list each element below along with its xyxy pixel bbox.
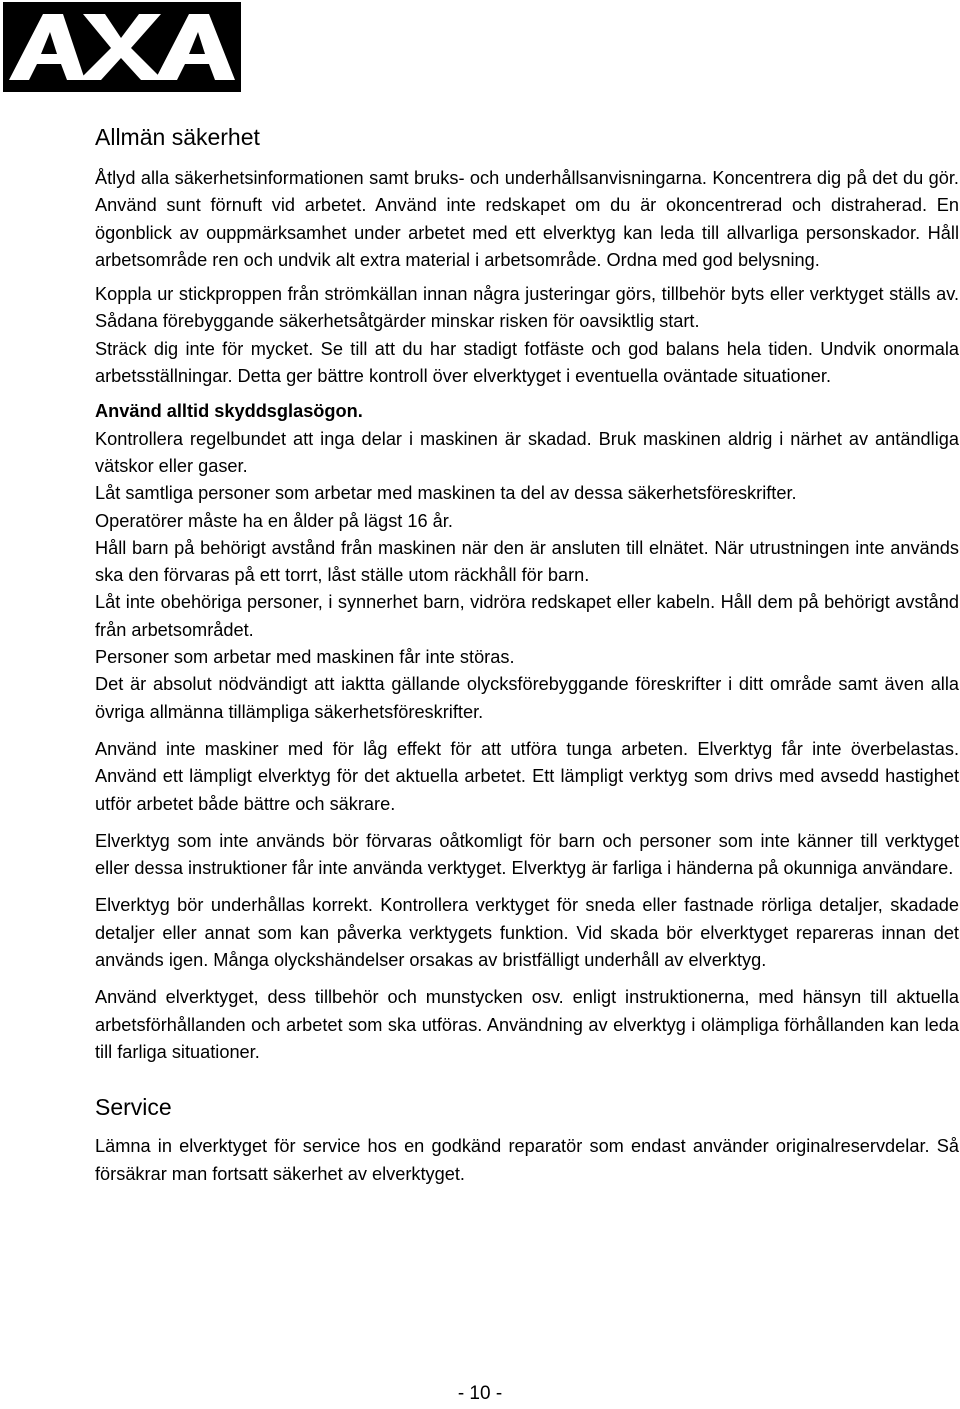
paragraph: Koppla ur stickproppen från strömkällan innan några justeringar görs, tillbehör byts eller verktyget ställs av. Sådana förebyggande säkerhetsåtgärder minskar risken för oavsiktlig start. xyxy=(95,284,959,332)
paragraph: Det är absolut nödvändigt att iaktta gällande olycksförebyggande föreskrifter i ditt område samt även alla övriga allmänna tillämpliga säkerhetsföreskrifter. xyxy=(95,674,959,722)
paragraph: Låt samtliga personer som arbetar med maskinen ta del av dessa säkerhetsföreskrifter. xyxy=(95,483,797,504)
paragraph: Sträck dig inte för mycket. Se till att du har stadigt fotfäste och god balans hela tiden. Undvik onormala arbetsställningar. Detta ger bättre kontroll över elverktyget i eventuella oväntade situationer. xyxy=(95,338,959,387)
document-body xyxy=(95,118,959,1188)
paragraph: Operatörer måste ha en ålder på lägst 16 år. xyxy=(95,510,453,531)
paragraph: Låt inte obehöriga personer, i synnerhet barn, vidröra redskapet eller kabeln. Håll dem på behörigt avstånd från arbetsområdet. xyxy=(95,592,959,640)
paragraph: Lämna in elverktyget för service hos en godkänd reparatör som endast använder originalreservdelar. Så försäkrar man fortsatt säkerhet av elverktyget. xyxy=(95,1136,959,1184)
paragraph: Åtlyd alla säkerhetsinformationen samt bruks- och underhållsanvisningarna. Koncentrera dig på det du gör. Använd sunt förnuft vid arbetet. Använd inte redskapet om du är okoncentrerad och distraherad. En ögonblick av ouppmärksamhet under arbetet med ett elverktyg kan leda till allvarliga personskador. Håll arbetsområde ren och undvik alt extra material i arbetsområde. Ordna med god belysning. xyxy=(95,168,959,270)
section-heading-service: Service xyxy=(95,1094,172,1121)
paragraph: Elverktyg som inte används bör förvaras oåtkomligt för barn och personer som inte känner till verktyget eller dessa instruktioner får inte använda verktyget. Elverktyg är farliga i händerna på okunniga användare. xyxy=(95,830,959,879)
paragraph: Använd inte maskiner med för låg effekt för att utföra tunga arbeten. Elverktyg får inte överbelastas. Använd ett lämpligt elverktyg för det aktuella arbetet. Ett lämpligt verktyg som drivs med avsedd hastighet utför arbetet både bättre och säkrare. xyxy=(95,738,959,814)
paragraph-emphasis: Använd alltid skyddsglasögon. xyxy=(95,401,363,422)
axa-logo-graphic xyxy=(3,2,241,92)
paragraph: Elverktyg bör underhållas korrekt. Kontrollera verktyget för sneda eller fastnade rörliga detaljer, skadade detaljer eller annat som kan påverka verktygets funktion. Vid skada bör elverktyget repareras innan det används igen. Många olyckshändelser orsakas av bristfälligt underhåll av elverktyg. xyxy=(95,895,959,971)
section-heading-general-safety: Allmän säkerhet xyxy=(95,124,260,150)
paragraph: Håll barn på behörigt avstånd från maskinen när den är ansluten till elnätet. När utrustningen inte används ska den förvaras på ett torrt, låst ställe utom räckhåll för barn. xyxy=(95,537,959,586)
axa-logo xyxy=(3,2,241,92)
paragraph: Personer som arbetar med maskinen får inte störas. xyxy=(95,647,515,668)
page-number: - 10 - xyxy=(457,1383,503,1404)
paragraph: Kontrollera regelbundet att inga delar i maskinen är skadad. Bruk maskinen aldrig i närhet av antändliga vätskor eller gaser. xyxy=(95,428,959,476)
paragraph: Använd elverktyget, dess tillbehör och munstycken osv. enligt instruktionerna, med hänsyn till aktuella arbetsförhållanden och arbetet som ska utföras. Användning av elverktyg i olämpliga förhållanden kan leda till farliga situationer. xyxy=(95,987,959,1062)
